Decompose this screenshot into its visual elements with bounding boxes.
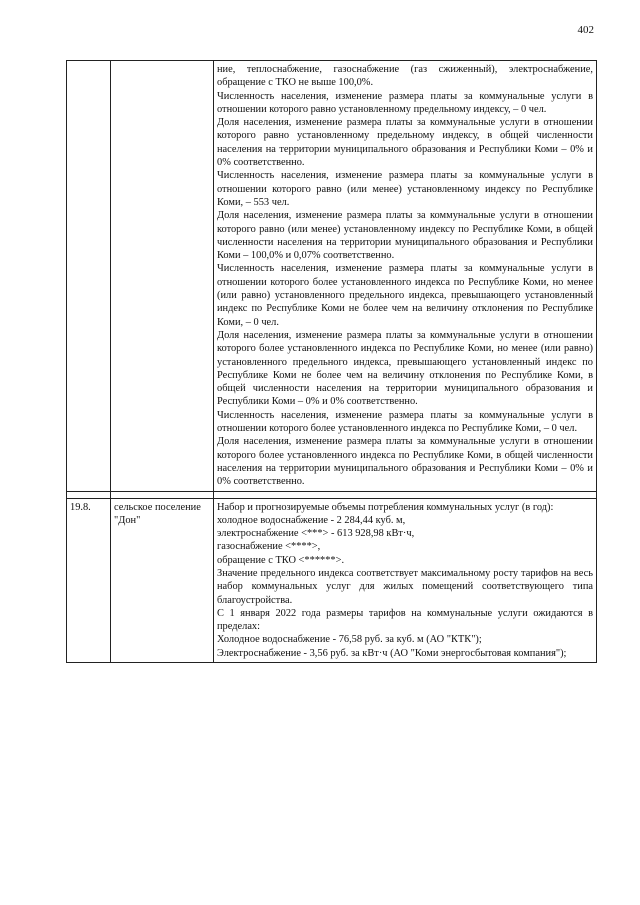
- paragraph: Электроснабжение - 3,56 руб. за кВт·ч (АО "Коми энергосбытовая компания");: [217, 647, 567, 659]
- paragraph: холодное водоснабжение - 2 284,44 куб. м,: [217, 514, 406, 526]
- document-table: [66, 60, 597, 663]
- row-number-cell: 19.8.: [67, 498, 111, 663]
- settlement-cell: [111, 61, 214, 492]
- paragraph: С 1 января 2022 года размеры тарифов на коммунальные услуги ожидаются в пределах:: [217, 607, 593, 633]
- paragraph: Доля населения, изменение размера платы за коммунальные услуги в отношении которого более установленного индекса по Республике Коми, в общей численности населения на территории муниципального образования и Республики Коми – 0% и 0% соответственно.: [217, 436, 593, 488]
- paragraph: газоснабжение <****>,: [217, 541, 321, 553]
- table-row: [67, 61, 597, 492]
- paragraph: Численность населения, изменение размера платы за коммунальные услуги в отношении которого более установленного индекса по Республике Коми, – 0 чел.: [217, 409, 593, 435]
- description-cell: [214, 498, 597, 663]
- paragraph: Доля населения, изменение размера платы за коммунальные услуги в отношении которого равно установленному предельному индексу, в общей численности населения на территории муниципального образования и Республики Коми – 0% и 0% соответственно.: [217, 117, 593, 169]
- paragraph: Численность населения, изменение размера платы за коммунальные услуги в отношении которого равно установленному предельному индексу, – 0 чел.: [217, 90, 593, 115]
- paragraph: Численность населения, изменение размера платы за коммунальные услуги в отношении которого равно (или менее) установленному индексу по Республике Коми, – 553 чел.: [217, 170, 593, 208]
- paragraph: Набор и прогнозируемые объемы потребления коммунальных услуг (в год):: [217, 501, 554, 513]
- paragraph: Доля населения, изменение размера платы за коммунальные услуги в отношении которого равно (или менее) установленному индексу по Республике Коми, в общей численности населения на территории муниципального образования и Республики Коми – 100,0% и 0,07% соответственно.: [217, 210, 593, 262]
- row-number-cell: [67, 61, 111, 492]
- description-cell: [214, 61, 597, 492]
- paragraph: Значение предельного индекса соответствует максимальному росту тарифов на весь набор коммунальных услуг для жилых помещений соответствующего типа благоустройства.: [217, 567, 593, 606]
- paragraph: Численность населения, изменение размера платы за коммунальные услуги в отношении которого более установленного индекса по Республике Коми, но менее (или равно) установленного предельного индекса, превышающего установленный индекс по Республике Коми не более чем на величину отклонения по Республике Коми, – 0 чел.: [217, 263, 593, 328]
- paragraph: ние, теплоснабжение, газоснабжение (газ сжиженный), электроснабжение, обращение с ТКО не выше 100,0%.: [217, 64, 593, 89]
- paragraph: электроснабжение <***> - 613 928,98 кВт·ч,: [217, 528, 415, 540]
- paragraph: Холодное водоснабжение - 76,58 руб. за куб. м (АО "КТК");: [217, 634, 482, 646]
- paragraph: обращение с ТКО <******>.: [217, 554, 345, 566]
- row-gap: [67, 491, 597, 498]
- paragraph: Доля населения, изменение размера платы за коммунальные услуги в отношении которого более установленного индекса по Республике Коми, но менее (или равно) установленного предельного индекса, превышающего установленный индекс по Республике Коми не более чем на величину отклонения по Республике Коми, в общей численности населения на территории муниципального образования и Республики Коми – 0% и 0% соответственно.: [217, 329, 593, 408]
- settlement-cell: сельское поселение "Дон": [111, 498, 214, 663]
- page-number: 402: [577, 24, 594, 36]
- table-row: [67, 498, 597, 663]
